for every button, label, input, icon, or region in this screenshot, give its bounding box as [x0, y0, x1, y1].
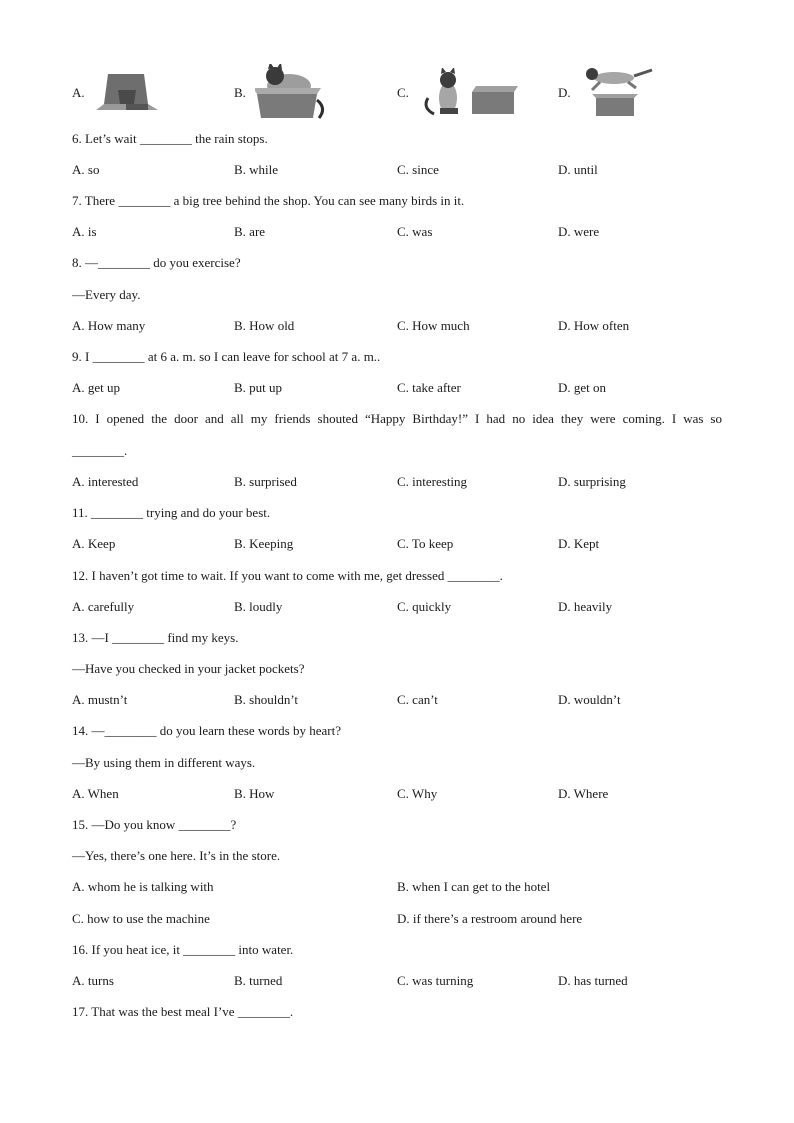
q6-option-b[interactable]: B. while	[234, 162, 279, 177]
q14-option-b[interactable]: B. How	[234, 786, 275, 801]
q12-option-b[interactable]: B. loudly	[234, 599, 283, 614]
question-11-stem: 11. ________ trying and do your best.	[72, 505, 271, 520]
question-14-stem: 14. —________ do you learn these words by heart?	[72, 723, 341, 738]
question-8-stem: 8. —________ do you exercise?	[72, 255, 241, 270]
q12-option-a[interactable]: A. carefully	[72, 599, 135, 614]
cat-in-box-picture	[255, 64, 327, 120]
q5-option-c[interactable]: C.	[397, 85, 409, 100]
question-12-stem: 12. I haven’t got time to wait. If you want to come with me, get dressed ________.	[72, 568, 503, 583]
box-upside-down-picture	[88, 68, 170, 112]
question-13-reply: —Have you checked in your jacket pockets?	[72, 661, 305, 676]
q10-option-c[interactable]: C. interesting	[397, 474, 468, 489]
q16-option-a[interactable]: A. turns	[72, 973, 114, 988]
question-13-stem: 13. —I ________ find my keys.	[72, 630, 239, 645]
question-17-stem: 17. That was the best meal I’ve ________.	[72, 1004, 294, 1019]
q13-option-a[interactable]: A. mustn’t	[72, 692, 128, 707]
question-6-stem: 6. Let’s wait ________ the rain stops.	[72, 131, 268, 146]
q8-option-d[interactable]: D. How often	[558, 318, 630, 333]
q11-option-c[interactable]: C. To keep	[397, 536, 454, 551]
question-10-stem: 10. I opened the door and all my friends shouted “Happy Birthday!” I had no idea they were coming. I was so	[72, 411, 722, 426]
q11-option-a[interactable]: A. Keep	[72, 536, 116, 551]
q9-option-d[interactable]: D. get on	[558, 380, 607, 395]
q12-option-c[interactable]: C. quickly	[397, 599, 452, 614]
q12-option-d[interactable]: D. heavily	[558, 599, 613, 614]
q9-option-b[interactable]: B. put up	[234, 380, 283, 395]
cat-jumping-over-box-picture	[580, 66, 660, 118]
q14-option-a[interactable]: A. When	[72, 786, 119, 801]
q5-option-d[interactable]: D.	[558, 85, 571, 100]
q10-option-a[interactable]: A. interested	[72, 474, 139, 489]
q14-option-c[interactable]: C. Why	[397, 786, 438, 801]
q13-option-b[interactable]: B. shouldn’t	[234, 692, 299, 707]
q8-option-a[interactable]: A. How many	[72, 318, 146, 333]
q14-option-d[interactable]: D. Where	[558, 786, 609, 801]
q15-option-b[interactable]: B. when I can get to the hotel	[397, 879, 551, 894]
q6-option-c[interactable]: C. since	[397, 162, 439, 177]
question-14-reply: —By using them in different ways.	[72, 755, 256, 770]
q5-option-b[interactable]: B.	[234, 85, 246, 100]
q15-option-d[interactable]: D. if there’s a restroom around here	[397, 911, 583, 926]
question-15-stem: 15. —Do you know ________?	[72, 817, 237, 832]
q16-option-b[interactable]: B. turned	[234, 973, 283, 988]
q15-option-a[interactable]: A. whom he is talking with	[72, 879, 214, 894]
q10-option-b[interactable]: B. surprised	[234, 474, 297, 489]
q10-option-d[interactable]: D. surprising	[558, 474, 626, 489]
q8-option-b[interactable]: B. How old	[234, 318, 295, 333]
q8-option-c[interactable]: C. How much	[397, 318, 470, 333]
q6-option-a[interactable]: A. so	[72, 162, 100, 177]
question-15-reply: —Yes, there’s one here. It’s in the store.	[72, 848, 281, 863]
q5-option-a[interactable]: A.	[72, 85, 85, 100]
q7-option-a[interactable]: A. is	[72, 224, 97, 239]
q16-option-d[interactable]: D. has turned	[558, 973, 628, 988]
q11-option-b[interactable]: B. Keeping	[234, 536, 294, 551]
question-8-reply: —Every day.	[72, 287, 141, 302]
q13-option-d[interactable]: D. wouldn’t	[558, 692, 621, 707]
question-7-stem: 7. There ________ a big tree behind the shop. You can see many birds in it.	[72, 193, 465, 208]
q16-option-c[interactable]: C. was turning	[397, 973, 474, 988]
q15-option-c[interactable]: C. how to use the machine	[72, 911, 210, 926]
q6-option-d[interactable]: D. until	[558, 162, 598, 177]
question-9-stem: 9. I ________ at 6 a. m. so I can leave for school at 7 a. m..	[72, 349, 381, 364]
q7-option-c[interactable]: C. was	[397, 224, 433, 239]
question-16-stem: 16. If you heat ice, it ________ into water.	[72, 942, 294, 957]
q11-option-d[interactable]: D. Kept	[558, 536, 600, 551]
q9-option-a[interactable]: A. get up	[72, 380, 121, 395]
cat-beside-box-picture	[418, 68, 522, 118]
q7-option-b[interactable]: B. are	[234, 224, 266, 239]
q13-option-c[interactable]: C. can’t	[397, 692, 438, 707]
q7-option-d[interactable]: D. were	[558, 224, 600, 239]
question-10-stem-continued: ________.	[72, 443, 128, 458]
q9-option-c[interactable]: C. take after	[397, 380, 461, 395]
